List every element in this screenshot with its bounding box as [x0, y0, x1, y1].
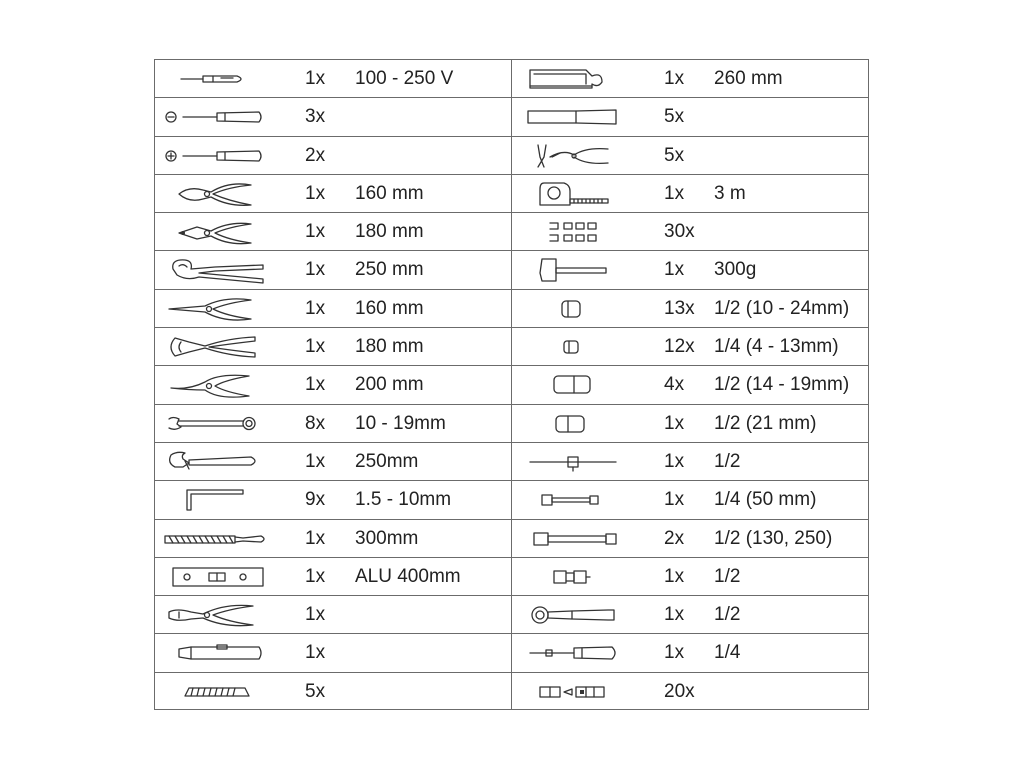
water-pump-pliers-icon	[159, 253, 269, 287]
quantity: 2x	[664, 527, 685, 549]
table-row	[155, 481, 512, 519]
specification: 1/2	[714, 604, 741, 626]
specification: 1/4	[714, 642, 741, 664]
universal-joint-icon	[516, 560, 626, 594]
table-row	[155, 251, 512, 289]
adjustable-wrench-icon	[159, 445, 269, 479]
socket-half-inch-icon	[516, 292, 626, 326]
bent-nose-pliers-icon	[159, 368, 269, 402]
table-row	[512, 98, 868, 136]
table-row	[512, 213, 868, 251]
flat-screwdriver-icon	[159, 100, 269, 134]
spark-plug-socket-icon	[516, 407, 626, 441]
quantity: 1x	[305, 297, 326, 319]
table-row	[155, 98, 512, 136]
quantity: 20x	[664, 680, 695, 702]
table-row	[155, 137, 512, 175]
combination-pliers-icon	[159, 177, 269, 211]
specification: 180 mm	[355, 221, 424, 243]
long-nose-pliers-icon	[159, 292, 269, 326]
quantity: 8x	[305, 412, 326, 434]
extension-bar-long-icon	[516, 522, 626, 556]
table-row	[512, 405, 868, 443]
specification: 160 mm	[355, 182, 424, 204]
hacksaw-icon	[516, 62, 626, 96]
specification: 1/2	[714, 565, 741, 587]
quantity: 5x	[305, 680, 326, 702]
table-row	[155, 213, 512, 251]
quantity: 3x	[305, 106, 326, 128]
quantity: 1x	[305, 259, 326, 281]
table-row	[155, 673, 512, 711]
bit-driver-icon	[516, 636, 626, 670]
chisel-icon	[516, 100, 626, 134]
utility-knife-icon	[159, 636, 269, 670]
quantity: 1x	[305, 374, 326, 396]
quantity: 1x	[664, 450, 685, 472]
table-row	[512, 60, 868, 98]
specification: 300mm	[355, 527, 419, 549]
specification: 3 m	[714, 182, 746, 204]
quantity: 1x	[305, 68, 326, 89]
table-row	[155, 328, 512, 366]
specification: 1/2 (10 - 24mm)	[714, 297, 850, 319]
table-row	[512, 290, 868, 328]
quantity: 1x	[664, 604, 685, 626]
table-row	[512, 328, 868, 366]
quantity: 1x	[305, 527, 326, 549]
table-row	[512, 520, 868, 558]
table-row	[512, 366, 868, 404]
table-row	[155, 175, 512, 213]
quantity: 1x	[305, 221, 326, 243]
end-cutting-pliers-icon	[159, 330, 269, 364]
table-row	[155, 520, 512, 558]
voltage-tester-icon	[159, 62, 269, 96]
specification: 1/4 (4 - 13mm)	[714, 336, 839, 358]
quantity: 5x	[664, 144, 685, 166]
specification: 1/2 (14 - 19mm)	[714, 374, 850, 396]
table-row	[512, 137, 868, 175]
specification: 100 - 250 V	[355, 68, 454, 89]
table-row	[512, 175, 868, 213]
extension-bar-short-icon	[516, 483, 626, 517]
quantity: 1x	[305, 450, 326, 472]
quantity: 1x	[664, 489, 685, 511]
table-row	[155, 405, 512, 443]
table-row	[155, 596, 512, 634]
quantity: 5x	[664, 106, 685, 128]
hammer-icon	[516, 253, 626, 287]
specification: 200 mm	[355, 374, 424, 396]
table-row	[512, 596, 868, 634]
quantity: 1x	[664, 642, 685, 664]
wire-stripper-icon	[159, 598, 269, 632]
terminals-icon	[516, 215, 626, 249]
quantity: 1x	[305, 182, 326, 204]
quantity: 1x	[305, 642, 326, 664]
table-row	[512, 481, 868, 519]
quantity: 4x	[664, 374, 685, 396]
specification: 1/2	[714, 450, 741, 472]
specification: 160 mm	[355, 297, 424, 319]
table-row	[512, 558, 868, 596]
deep-socket-icon	[516, 368, 626, 402]
ratchet-icon	[516, 598, 626, 632]
t-bar-icon	[516, 445, 626, 479]
table-row	[155, 558, 512, 596]
quantity: 1x	[664, 412, 685, 434]
quantity: 1x	[664, 565, 685, 587]
specification: 180 mm	[355, 336, 424, 358]
table-row	[155, 60, 512, 98]
tool-set-contents-table	[154, 59, 869, 710]
specification: 250 mm	[355, 259, 424, 281]
quantity: 13x	[664, 297, 695, 319]
hex-key-icon	[159, 483, 269, 517]
quantity: 1x	[664, 182, 685, 204]
specification: 250mm	[355, 450, 419, 472]
specification: 1/2 (130, 250)	[714, 527, 833, 549]
specification: 1/4 (50 mm)	[714, 489, 817, 511]
specification: 10 - 19mm	[355, 412, 446, 434]
right-column	[512, 60, 868, 711]
socket-quarter-inch-icon	[516, 330, 626, 364]
quantity: 2x	[305, 144, 326, 166]
table-row	[512, 251, 868, 289]
specification: 260 mm	[714, 68, 783, 89]
bits-icon	[516, 675, 626, 709]
table-row	[155, 290, 512, 328]
combination-wrench-icon	[159, 407, 269, 441]
quantity: 12x	[664, 336, 695, 358]
quantity: 30x	[664, 221, 695, 243]
specification: 1/2 (21 mm)	[714, 412, 817, 434]
specification: 1.5 - 10mm	[355, 489, 452, 511]
quantity: 1x	[664, 259, 685, 281]
table-row	[155, 366, 512, 404]
file-icon	[159, 522, 269, 556]
table-row	[512, 443, 868, 481]
table-row	[512, 634, 868, 672]
phillips-screwdriver-icon	[159, 139, 269, 173]
knife-blades-icon	[159, 675, 269, 709]
quantity: 1x	[305, 336, 326, 358]
spirit-level-icon	[159, 560, 269, 594]
diagonal-cutter-icon	[159, 215, 269, 249]
specification: 300g	[714, 259, 757, 281]
circlip-pliers-icon	[516, 139, 626, 173]
quantity: 1x	[305, 565, 326, 587]
quantity: 9x	[305, 489, 326, 511]
quantity: 1x	[664, 68, 685, 89]
quantity: 1x	[305, 604, 326, 626]
left-column	[155, 60, 512, 711]
table-row	[155, 634, 512, 672]
specification: ALU 400mm	[355, 565, 461, 587]
table-row	[155, 443, 512, 481]
table-row	[512, 673, 868, 711]
tape-measure-icon	[516, 177, 626, 211]
